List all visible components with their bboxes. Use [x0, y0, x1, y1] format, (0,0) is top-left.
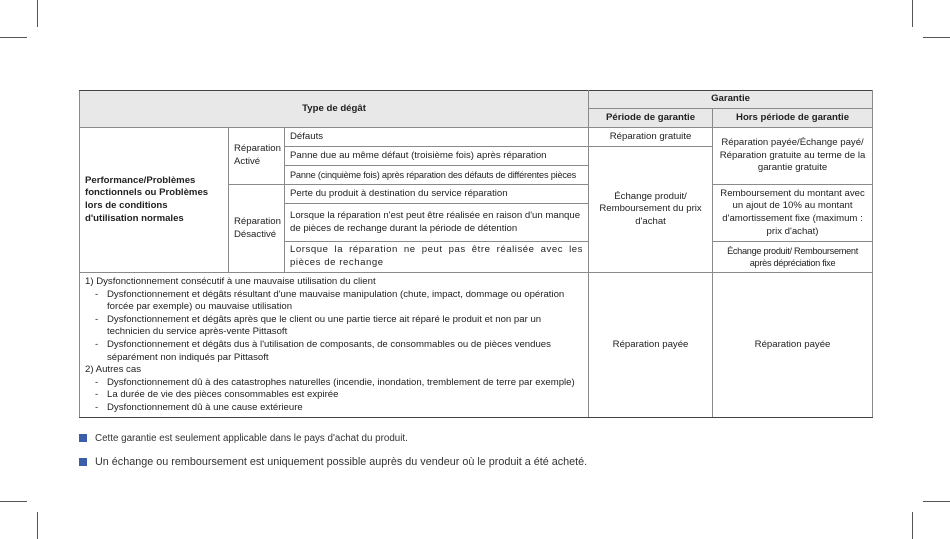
- row-no-parts-period: Lorsque la réparation n'est peut être réalisée en raison d'un manque de pièces de rechange durant la période de détention: [285, 204, 589, 242]
- crop-mark: [37, 0, 38, 27]
- list-item: - La durée de vie des pièces consommables est expirée: [85, 389, 583, 402]
- case1-list: [85, 289, 583, 365]
- list-item: - Dysfonctionnement et dégâts après que le client ou une partie tierce ait réparé le produit et non par un technicien du service après-vente Pittasoft: [85, 314, 583, 339]
- crop-mark: [912, 512, 913, 539]
- crop-mark: [923, 501, 950, 502]
- row-defects: Défauts: [285, 128, 589, 147]
- crop-mark: [0, 501, 27, 502]
- list-item: - Dysfonctionnement et dégâts résultant d'une mauvaise manipulation (chute, impact, dommage ou opération forcée par exemple) ou mauvaise utilisation: [85, 289, 583, 314]
- list-item: - Dysfonctionnement et dégâts dus à l'utilisation de composants, de consommables ou de pièces vendues séparément non indiqués par Pittasoft: [85, 339, 583, 364]
- note-2: [79, 456, 587, 468]
- case2-list: [85, 377, 583, 415]
- crop-mark: [0, 37, 27, 38]
- square-bullet-icon: [79, 458, 87, 466]
- active-label: Réparation Activé: [229, 128, 285, 185]
- refund-amort-cell: Remboursement du montant avec un ajout de 10% au montant d'amortissement fixe (maximum : prix d'achat): [713, 185, 873, 242]
- square-bullet-icon: [79, 434, 87, 442]
- row-loss: Perte du produit à destination du service réparation: [285, 185, 589, 204]
- out-period-header: Hors période de garantie: [713, 109, 873, 128]
- case2-title: 2) Autres cas: [85, 364, 141, 376]
- period-header: Période de garantie: [589, 109, 713, 128]
- crop-mark: [912, 0, 913, 27]
- warranty-table: [79, 90, 873, 418]
- guarantee-header: Garantie: [589, 91, 873, 109]
- conditions-cell: [80, 273, 589, 418]
- note-1: [79, 433, 408, 444]
- type-header: Type de dégât: [80, 91, 589, 128]
- row-no-parts: Lorsque la réparation ne peut pas être réalisée avec les pièces de rechange: [285, 242, 589, 273]
- case1-title: 1) Dysfonctionnement consécutif à une mauvaise utilisation du client: [85, 276, 376, 287]
- row-same-defect: Panne due au même défaut (troisième fois) après réparation: [285, 147, 589, 166]
- inactive-label: Réparation Désactivé: [229, 185, 285, 273]
- exchange-refund-cell: Échange produit/ Remboursement du prix d'achat: [589, 147, 713, 273]
- crop-mark: [923, 37, 950, 38]
- list-item: - Dysfonctionnement dû à une cause extérieure: [85, 402, 583, 415]
- exchange-depr-cell: Échange produit/ Remboursement après dépréciation fixe: [713, 242, 873, 273]
- paid-repair-in-cell: Réparation payée: [589, 273, 713, 418]
- free-repair-cell: Réparation gratuite: [589, 128, 713, 147]
- group-label: Performance/Problèmes fonctionnels ou Problèmes lors de conditions d'utilisation normales: [80, 128, 229, 273]
- paid-exchange-cell: Réparation payée/Échange payé/ Réparation gratuite au terme de la garantie gratuite: [713, 128, 873, 185]
- list-item: - Dysfonctionnement dû à des catastrophes naturelles (incendie, inondation, tremblement de terre par exemple): [85, 377, 583, 390]
- note-2-text: Un échange ou remboursement est uniquement possible auprès du vendeur où le produit a été acheté.: [95, 456, 588, 468]
- crop-mark: [37, 512, 38, 539]
- row-fifth-failure: Panne (cinquième fois) après réparation des défauts de différentes pièces: [285, 166, 589, 185]
- paid-repair-out-cell: Réparation payée: [713, 273, 873, 418]
- note-1-text: Cette garantie est seulement applicable dans le pays d'achat du produit.: [95, 433, 408, 444]
